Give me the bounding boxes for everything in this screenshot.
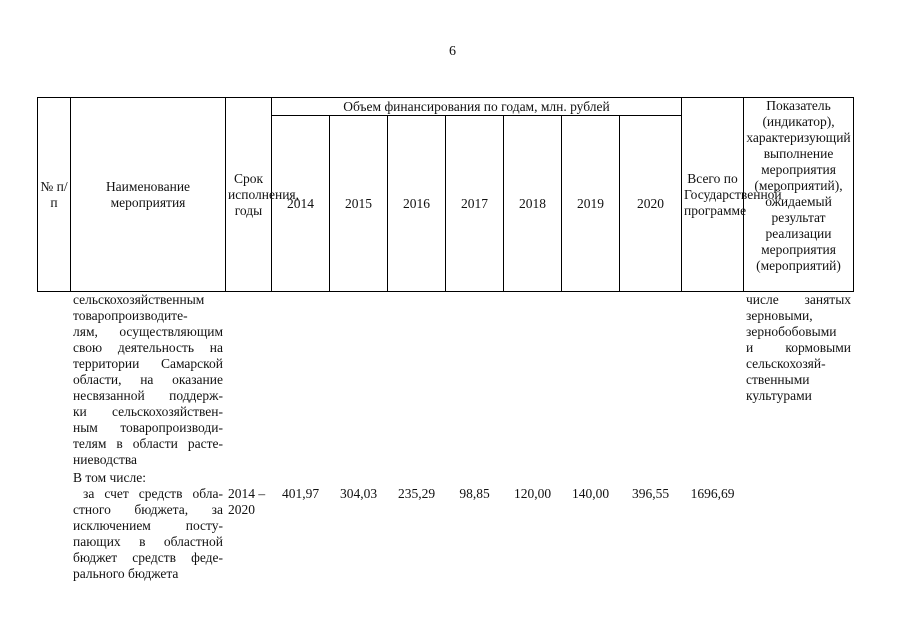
term-line: 2020 bbox=[228, 502, 255, 517]
value-2014: 401,97 bbox=[281, 486, 320, 501]
header-funding-group: Объем финансирования по годам, млн. рублей bbox=[272, 98, 682, 116]
value-total: 1696,69 bbox=[690, 486, 735, 501]
header-name: Наименование мероприятия bbox=[71, 98, 226, 292]
term-cell bbox=[226, 486, 272, 582]
name-line: товаропроизводите- bbox=[73, 308, 188, 323]
term-line: 2014 – bbox=[228, 486, 266, 501]
continuation-row bbox=[38, 292, 854, 469]
header-indicator: Показатель (индикатор), характеризующий выполнение мероприятия (мероприятий), ожидаемый результат реализации мероприятия (мероприятий) bbox=[744, 98, 854, 292]
indicator-line: ственными bbox=[746, 372, 810, 387]
name-line: ниеводства bbox=[73, 452, 138, 467]
value-2020: 396,55 bbox=[631, 486, 670, 501]
header-year: 2017 bbox=[446, 116, 504, 292]
indicator-line: числе занятых bbox=[746, 292, 852, 307]
indicator-line: зерновыми, bbox=[746, 308, 813, 323]
name-line: исключением посту- bbox=[73, 518, 223, 533]
funding-name-cell bbox=[71, 486, 226, 582]
value-2015: 304,03 bbox=[339, 486, 378, 501]
continuation-indicator-cell bbox=[744, 292, 854, 469]
name-line: сельскохозяйственным bbox=[73, 292, 205, 307]
value-2019: 140,00 bbox=[571, 486, 610, 501]
header-year: 2018 bbox=[504, 116, 562, 292]
header-year: 2014 bbox=[272, 116, 330, 292]
value-2017: 98,85 bbox=[459, 486, 490, 501]
name-line: телям в области расте- bbox=[73, 436, 223, 451]
funding-table bbox=[37, 97, 854, 582]
header-term: Срок исполнения, годы bbox=[226, 98, 272, 292]
value-2016: 235,29 bbox=[397, 486, 436, 501]
name-line: несвязанной поддерж- bbox=[73, 388, 223, 403]
name-line: области, на оказание bbox=[73, 372, 223, 387]
name-line: бюджет средств феде- bbox=[73, 550, 223, 565]
name-line: пающих в областной bbox=[73, 534, 223, 549]
header-number: № п/п bbox=[38, 98, 71, 292]
subheading-row bbox=[38, 468, 854, 486]
indicator-line: сельскохозяй- bbox=[746, 356, 826, 371]
indicator-line: культурами bbox=[746, 388, 812, 403]
header-year: 2016 bbox=[388, 116, 446, 292]
continuation-name-cell bbox=[71, 292, 226, 469]
header-year: 2015 bbox=[330, 116, 388, 292]
header-year: 2020 bbox=[620, 116, 682, 292]
header-total: Всего по Государственной программе bbox=[682, 98, 744, 292]
name-line: свою деятельность на bbox=[73, 340, 223, 355]
indicator-line: и кормовыми bbox=[746, 340, 852, 355]
subheading: В том числе: bbox=[73, 470, 146, 485]
value-2018: 120,00 bbox=[513, 486, 552, 501]
page-number: 6 bbox=[449, 44, 456, 59]
name-line: стного бюджета, за bbox=[73, 502, 223, 517]
name-line: ным товаропроизводи- bbox=[73, 420, 223, 435]
name-line: за счет средств обла- bbox=[83, 486, 223, 501]
name-line: ки сельскохозяйствен- bbox=[73, 404, 223, 419]
indicator-line: зернобобовыми bbox=[746, 324, 837, 339]
header-year: 2019 bbox=[562, 116, 620, 292]
funding-row bbox=[38, 486, 854, 582]
name-line: территории Самарской bbox=[73, 356, 223, 371]
name-line: лям, осуществляющим bbox=[73, 324, 223, 339]
name-line: рального бюджета bbox=[73, 566, 179, 581]
